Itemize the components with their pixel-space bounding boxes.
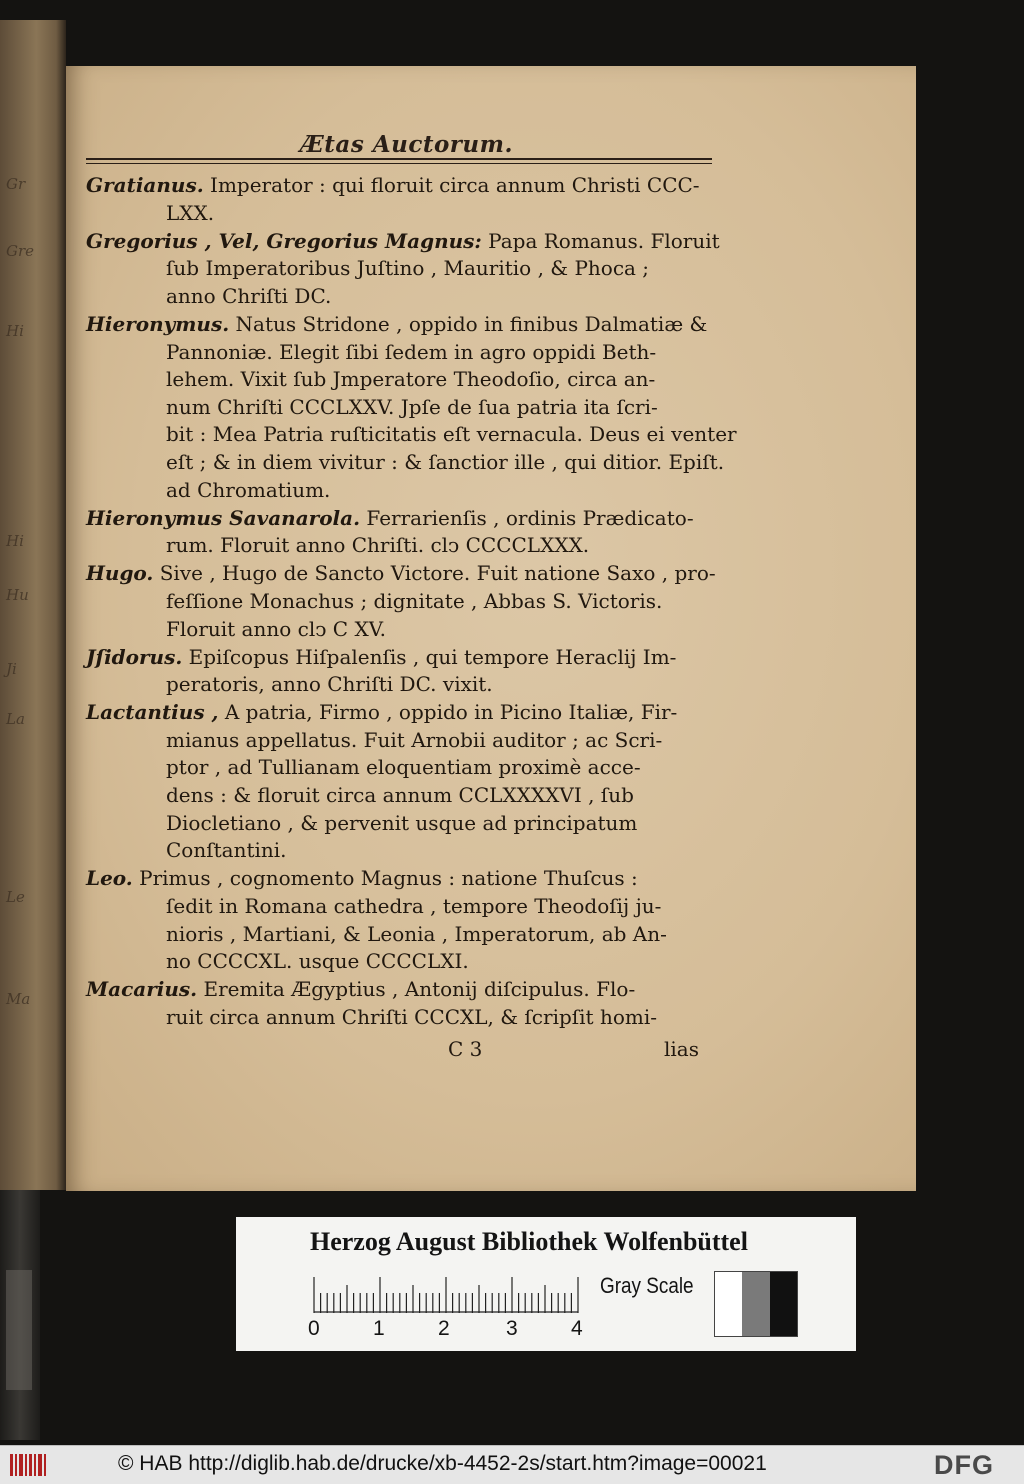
facing-page-edge: Gr Gre Hi Hi Hu Ji La Le Ma (0, 20, 66, 1190)
signature-mark: C 3 (448, 1037, 483, 1061)
entry-line (86, 727, 716, 755)
swatch-white (715, 1272, 742, 1336)
entry-line (86, 782, 716, 810)
entry-headword: Jſidorus. (86, 644, 183, 669)
entry-text: Eremita Ægyptius , Antonij diſcipulus. Flo- (203, 977, 636, 1002)
entry-headword: Lactantius , (86, 700, 219, 725)
ruler-number: 4 (571, 1317, 583, 1340)
entry-line (86, 616, 716, 644)
entry-text: rum. Floruit anno Chriſti. clↄ CCCCLXXX. (166, 533, 590, 558)
entry-line (86, 921, 716, 949)
entry-text: ruit circa annum Chriſti CCCXL, & ſcripſit homi- (166, 1004, 657, 1029)
scale-ruler (312, 1275, 582, 1313)
entry-list (86, 172, 737, 1032)
entry-text: no CCCCXL. usque CCCCLXI. (166, 949, 469, 974)
entry-line (86, 339, 716, 367)
entry-headword: Leo. (86, 866, 133, 891)
gray-swatches (714, 1271, 798, 1337)
entry-first-line (86, 311, 716, 339)
ruler-number: 0 (308, 1317, 320, 1340)
entry-text: feſſione Monachus ; dignitate , Abbas S. Victoris. (166, 588, 663, 613)
entry-text: mianus appellatus. Fuit Arnobii auditor ; ac Scri- (166, 727, 663, 752)
library-title: Herzog August Bibliothek Wolfenbüttel (310, 1227, 748, 1256)
swatch-gray (742, 1272, 769, 1336)
entry-text: Pannoniæ. Elegit ſibi ſedem in agro oppidi Beth- (166, 339, 657, 364)
entry-item (86, 172, 716, 227)
entry-line (86, 366, 716, 394)
entry-text: Natus Stridone , oppido in finibus Dalmatiæ & (235, 311, 708, 336)
entry-first-line (86, 644, 716, 672)
header-rule-thin (86, 163, 712, 164)
entry-item (86, 228, 720, 311)
entry-line (86, 477, 716, 505)
entry-first-line (86, 560, 716, 588)
ruler-number: 3 (506, 1317, 518, 1340)
entry-first-line (86, 505, 716, 533)
entry-first-line (86, 172, 716, 200)
entry-line (86, 200, 716, 228)
shelf-label (6, 1270, 32, 1390)
dfg-logo: DFG (934, 1450, 994, 1480)
entry-line (86, 283, 716, 311)
entry-text: anno Chriſti DC. (166, 283, 332, 308)
entry-text: Sive , Hugo de Sancto Victore. Fuit natione Saxo , pro- (159, 561, 716, 586)
entry-line (86, 421, 737, 449)
catchword: lias (664, 1037, 699, 1061)
entry-text: ad Chromatium. (166, 477, 331, 502)
entry-text: ptor , ad Tullianam eloquentiam proximè acce- (166, 755, 641, 780)
ruler-number: 2 (438, 1317, 450, 1340)
entry-first-line (86, 976, 716, 1004)
entry-line (86, 255, 716, 283)
entry-line (86, 837, 716, 865)
entry-line (86, 532, 716, 560)
header-rule (86, 158, 712, 160)
entry-text: Imperator : qui floruit circa annum Christi CCC- (210, 173, 700, 197)
entry-item (86, 865, 716, 975)
entry-first-line (86, 699, 716, 727)
entry-text: peratoris, anno Chriſti DC. vixit. (166, 672, 493, 697)
gray-scale-label: Gray Scale (600, 1273, 694, 1298)
entry-text: bit : Mea Patria ruſticitatis eſt vernacula. Deus ei venter (166, 422, 737, 447)
entry-line (86, 449, 725, 477)
entry-headword: Gregorius , Vel, Gregorius Magnus: (86, 228, 482, 253)
copyright-url[interactable]: © HAB http://diglib.hab.de/drucke/xb-4452-2s/start.htm?image=00021 (118, 1452, 767, 1475)
entry-item (86, 976, 716, 1031)
entry-text: Papa Romanus. Floruit (488, 228, 720, 253)
hab-barcode-logo-icon (10, 1452, 46, 1478)
entry-text: num Chriſti CCCLXXV. Jpſe de ſua patria ita ſcri- (166, 394, 658, 419)
entry-first-line (86, 865, 716, 893)
color-target-strip (236, 1217, 856, 1351)
entry-text: Epiſcopus Hiſpalenſis , qui tempore Heraclij Im- (188, 644, 677, 669)
entry-item (86, 699, 716, 865)
entry-text: Primus , cognomento Magnus : natione Thuſcus : (139, 866, 638, 891)
entry-line (86, 671, 716, 699)
entry-first-line (86, 228, 720, 256)
swatch-black (770, 1272, 797, 1336)
entry-text: Ferrarienſis , ordinis Prædicato- (366, 505, 694, 530)
entry-text: A patria, Firmo , oppido in Picino Italiæ, Fir- (224, 700, 678, 725)
entry-text: Floruit anno clↄ C XV. (166, 616, 386, 641)
entry-line (86, 1004, 716, 1032)
entry-text: Conſtantini. (166, 838, 287, 863)
footer-bar (0, 1445, 1024, 1484)
entry-line (86, 588, 716, 616)
entry-line (86, 810, 716, 838)
entry-text: Diocletiano , & pervenit usque ad principatum (166, 810, 638, 835)
ruler-number: 1 (373, 1317, 385, 1340)
entry-line (86, 948, 716, 976)
entry-item (86, 644, 716, 699)
entry-headword: Hieronymus. (86, 311, 230, 336)
entry-headword: Gratianus. (86, 173, 204, 197)
entry-headword: Hieronymus Savanarola. (86, 505, 361, 530)
entry-item (86, 505, 716, 560)
entry-line (86, 394, 716, 422)
entry-headword: Hugo. (86, 561, 154, 586)
entry-text: lehem. Vixit ſub Jmperatore Theodoſio, circa an- (166, 367, 656, 392)
entry-item (86, 311, 737, 504)
entry-text: eſt ; & in diem vivitur : & ſanctior ille , qui ditior. Epiſt. (166, 449, 725, 474)
entry-text: ſub Imperatoribus Juſtino , Mauritio , & Phoca ; (166, 256, 650, 281)
entry-text: LXX. (166, 200, 215, 225)
entry-text: nioris , Martiani, & Leonia , Imperatorum, ab An- (166, 921, 667, 946)
entry-line (86, 754, 716, 782)
entry-item (86, 560, 716, 643)
entry-text: ſedit in Romana cathedra , tempore Theodoſij ju- (166, 893, 662, 918)
running-header: Ætas Auctorum. (300, 131, 513, 158)
entry-headword: Macarius. (86, 977, 198, 1002)
entry-text: dens : & floruit circa annum CCLXXXXVI , ſub (166, 783, 634, 808)
entry-line (86, 893, 716, 921)
